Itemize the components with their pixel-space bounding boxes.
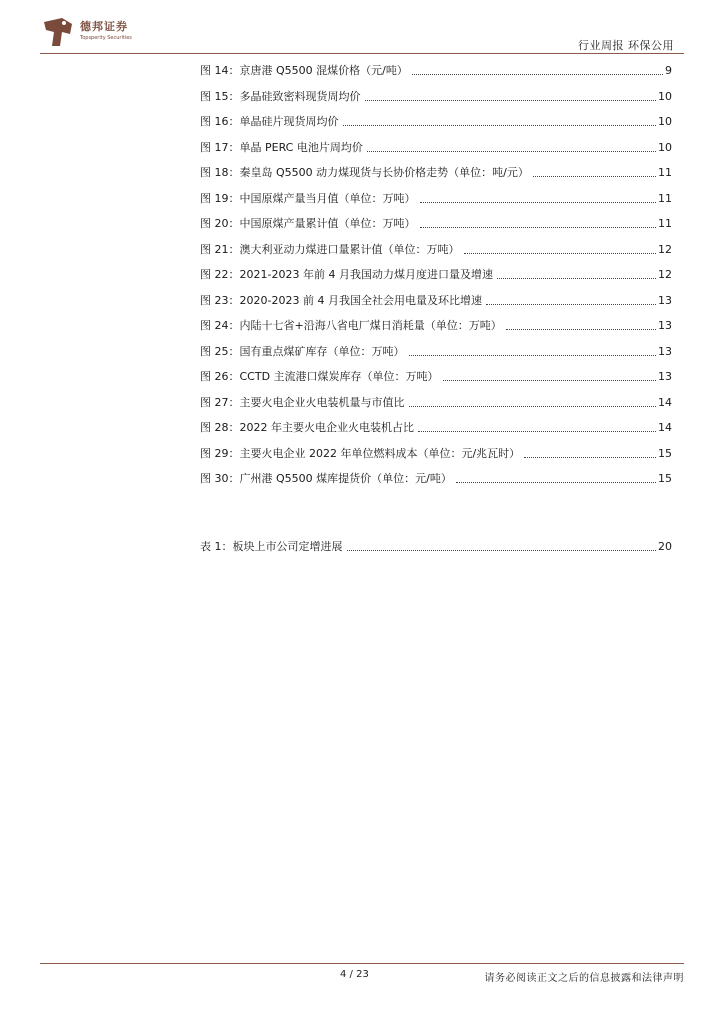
toc-entry[interactable] — [200, 188, 672, 206]
toc-leader — [412, 73, 663, 75]
toc-leader — [456, 481, 656, 483]
toc-entry[interactable] — [200, 417, 672, 435]
toc-entry[interactable] — [200, 213, 672, 231]
toc-entry[interactable] — [200, 315, 672, 333]
toc-entry-label: 图 30：广州港 Q5500 煤库提货价（单位：元/吨） — [200, 472, 452, 485]
toc-leader — [506, 328, 656, 330]
toc-entry[interactable] — [200, 239, 672, 257]
toc-leader — [347, 549, 657, 551]
toc-entry-label: 图 25：国有重点煤矿库存（单位：万吨） — [200, 344, 405, 358]
footer-divider — [40, 963, 684, 964]
toc-entry-page: 13 — [658, 293, 672, 307]
toc-entry-page: 13 — [658, 370, 672, 383]
disclaimer-note: 请务必阅读正文之后的信息披露和法律声明 — [484, 973, 684, 984]
toc-entry[interactable] — [200, 111, 672, 129]
toc-entry-label: 图 29：主要火电企业 2022 年单位燃料成本（单位：元/兆瓦时） — [200, 446, 521, 460]
page-number: 4 / 23 — [340, 969, 369, 980]
toc-leader — [343, 124, 657, 126]
header-divider — [40, 53, 684, 54]
toc-entry[interactable] — [200, 137, 672, 155]
toc-entry-page: 12 — [658, 268, 672, 281]
toc-entry-page: 15 — [658, 446, 672, 460]
toc-entry-label: 图 17：单晶 PERC 电池片周均价 — [200, 140, 363, 154]
toc-entry-page: 11 — [658, 191, 672, 205]
toc-leader — [409, 354, 657, 356]
toc-leader — [497, 277, 656, 279]
toc-leader — [420, 201, 657, 203]
toc-entry-page: 15 — [658, 472, 672, 485]
toc-entry-page: 10 — [658, 140, 672, 154]
toc-entry[interactable] — [200, 86, 672, 104]
toc-entry[interactable] — [200, 366, 672, 384]
toc-entry-label: 图 19：中国原煤产量当月值（单位：万吨） — [200, 191, 416, 205]
toc-entry-label: 图 28：2022 年主要火电企业火电装机占比 — [200, 421, 414, 434]
toc-leader — [486, 303, 656, 305]
toc-entry-page: 20 — [658, 540, 672, 553]
toc-entry[interactable] — [200, 290, 672, 308]
toc-entry-page: 11 — [658, 217, 672, 230]
toc-entry-label: 图 27：主要火电企业火电装机量与市值比 — [200, 395, 405, 409]
toc-entry-label: 图 14：京唐港 Q5500 混煤价格（元/吨） — [200, 64, 408, 77]
toc-entry-page: 11 — [658, 166, 672, 179]
toc-entry-page: 13 — [658, 344, 672, 358]
toc-leader — [524, 456, 656, 458]
toc-entry-page: 12 — [658, 242, 672, 256]
toc-entry[interactable] — [200, 468, 672, 486]
page-header — [0, 0, 724, 60]
toc-leader — [365, 99, 657, 101]
toc-entry-label: 图 22：2021-2023 年前 4 月我国动力煤月度进口量及增速 — [200, 268, 493, 281]
toc-leader — [367, 150, 656, 152]
toc-leader — [418, 430, 656, 432]
toc-entry-page: 10 — [658, 115, 672, 128]
toc-leader — [533, 175, 656, 177]
toc-leader — [464, 252, 657, 254]
toc-table-entry[interactable] — [200, 536, 672, 554]
brand-logo-icon — [40, 14, 76, 50]
toc-entry-label: 图 26：CCTD 主流港口煤炭库存（单位：万吨） — [200, 370, 439, 383]
toc-entry-page: 10 — [658, 89, 672, 103]
brand-name-cn: 德邦证券 — [80, 20, 128, 33]
toc-entry-label: 图 20：中国原煤产量累计值（单位：万吨） — [200, 217, 416, 230]
toc-leader — [420, 226, 657, 228]
toc-entry-page: 13 — [658, 319, 672, 332]
toc-leader — [443, 379, 656, 381]
toc-entry[interactable] — [200, 443, 672, 461]
report-section: 行业周报 环保公用 — [578, 39, 674, 52]
toc-entry-label: 表 1：板块上市公司定增进展 — [200, 540, 343, 553]
toc-entry[interactable] — [200, 162, 672, 180]
toc-entry-label: 图 16：单晶硅片现货周均价 — [200, 115, 339, 128]
toc-entry[interactable] — [200, 264, 672, 282]
toc-entry[interactable] — [200, 341, 672, 359]
toc-entry-page: 14 — [658, 395, 672, 409]
brand-logo — [40, 14, 152, 52]
toc-entry-label: 图 24：内陆十七省+沿海八省电厂煤日消耗量（单位：万吨） — [200, 319, 502, 332]
toc-entry-label: 图 18：秦皇岛 Q5500 动力煤现货与长协价格走势（单位：吨/元） — [200, 166, 529, 179]
brand-name-en: Topsperity Securities — [80, 35, 132, 41]
toc-entry-label: 图 21：澳大利亚动力煤进口量累计值（单位：万吨） — [200, 242, 460, 256]
toc-leader — [409, 405, 657, 407]
toc-entry-label: 图 23：2020-2023 前 4 月我国全社会用电量及环比增速 — [200, 293, 482, 307]
toc-entry-label: 图 15：多晶硅致密料现货周均价 — [200, 89, 361, 103]
toc-entry[interactable] — [200, 392, 672, 410]
toc-entry[interactable] — [200, 60, 672, 78]
toc-entry-page: 14 — [658, 421, 672, 434]
toc-entry-page: 9 — [665, 64, 672, 77]
